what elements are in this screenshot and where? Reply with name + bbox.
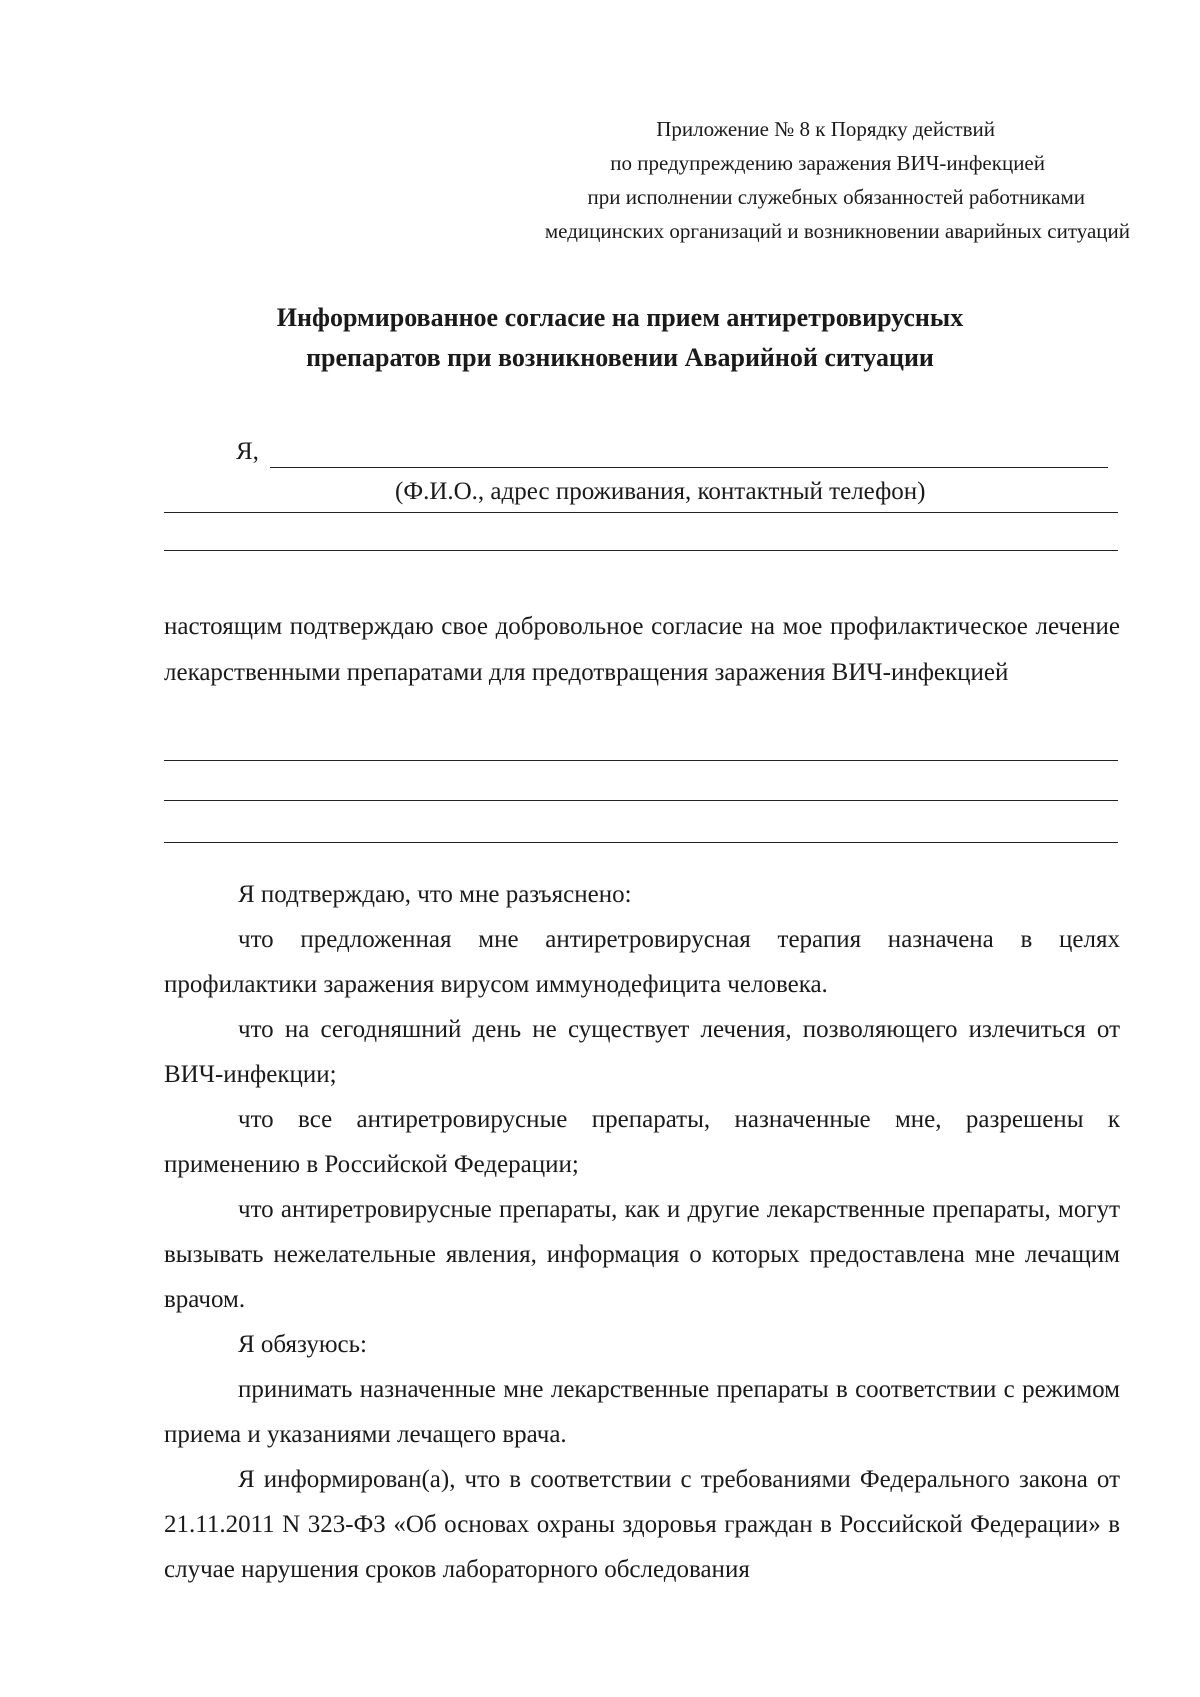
appendix-line-3: при исполнении служебных обязанностей работниками <box>587 185 1085 209</box>
appendix-header <box>370 112 1130 248</box>
appendix-line-1: Приложение № 8 к Порядку действий <box>656 117 995 141</box>
oblige-item: принимать назначенные мне лекарственные препараты в соответствии с режимом приема и указаниями лечащего врача. <box>164 1376 1120 1448</box>
fill-line-3 <box>164 760 1118 761</box>
informed-paragraph: Я информирован(а), что в соответствии с требованиями Федерального закона от 21.11.2011 N 323-ФЗ «Об основах охраны здоровья граждан в Российской Федерации» в случае нарушения сроков лабораторного обследования <box>164 1466 1120 1583</box>
confirmation-section <box>164 872 1120 1592</box>
appendix-line-2: по предупреждению заражения ВИЧ-инфекцией <box>610 151 1045 175</box>
name-fill-line <box>270 467 1108 468</box>
confirm-item-3: что все антиретровирусные препараты, назначенные мне, разрешены к применению в Российской Федерации; <box>164 1106 1120 1178</box>
fill-line-2 <box>164 550 1118 551</box>
fill-line-1 <box>164 512 1118 513</box>
title-line-1: Информированное согласие на прием антиретровирусных <box>276 303 964 332</box>
title-line-2: препаратов при возникновении Аварийной ситуации <box>306 343 934 372</box>
name-field-row <box>236 438 1116 474</box>
confirm-item-4: что антиретровирусные препараты, как и другие лекарственные препараты, могут вызывать нежелательные явления, информация о которых предоставлена мне лечащим врачом. <box>164 1196 1120 1313</box>
name-field-caption: (Ф.И.О., адрес проживания, контактный телефон) <box>395 478 926 505</box>
confirm-item-2: что на сегодняшний день не существует лечения, позволяющего излечиться от ВИЧ-инфекции; <box>164 1016 1120 1088</box>
confirm-item-1: что предложенная мне антиретровирусная терапия назначена в целях профилактики заражения вирусом иммунодефицита человека. <box>164 926 1120 998</box>
fill-line-5 <box>164 842 1118 843</box>
ya-label: Я, <box>236 438 259 465</box>
appendix-line-4: медицинских организаций и возникновении аварийных ситуаций <box>544 219 1130 243</box>
document-title <box>160 298 1080 378</box>
consent-paragraph: настоящим подтверждаю свое добровольное согласие на мое профилактическое лечение лекарственными препаратами для предотвращения заражения ВИЧ-инфекцией <box>164 613 1120 686</box>
oblige-intro: Я обязуюсь: <box>238 1331 367 1358</box>
fill-line-4 <box>164 800 1118 801</box>
confirm-intro: Я подтверждаю, что мне разъяснено: <box>238 881 632 908</box>
